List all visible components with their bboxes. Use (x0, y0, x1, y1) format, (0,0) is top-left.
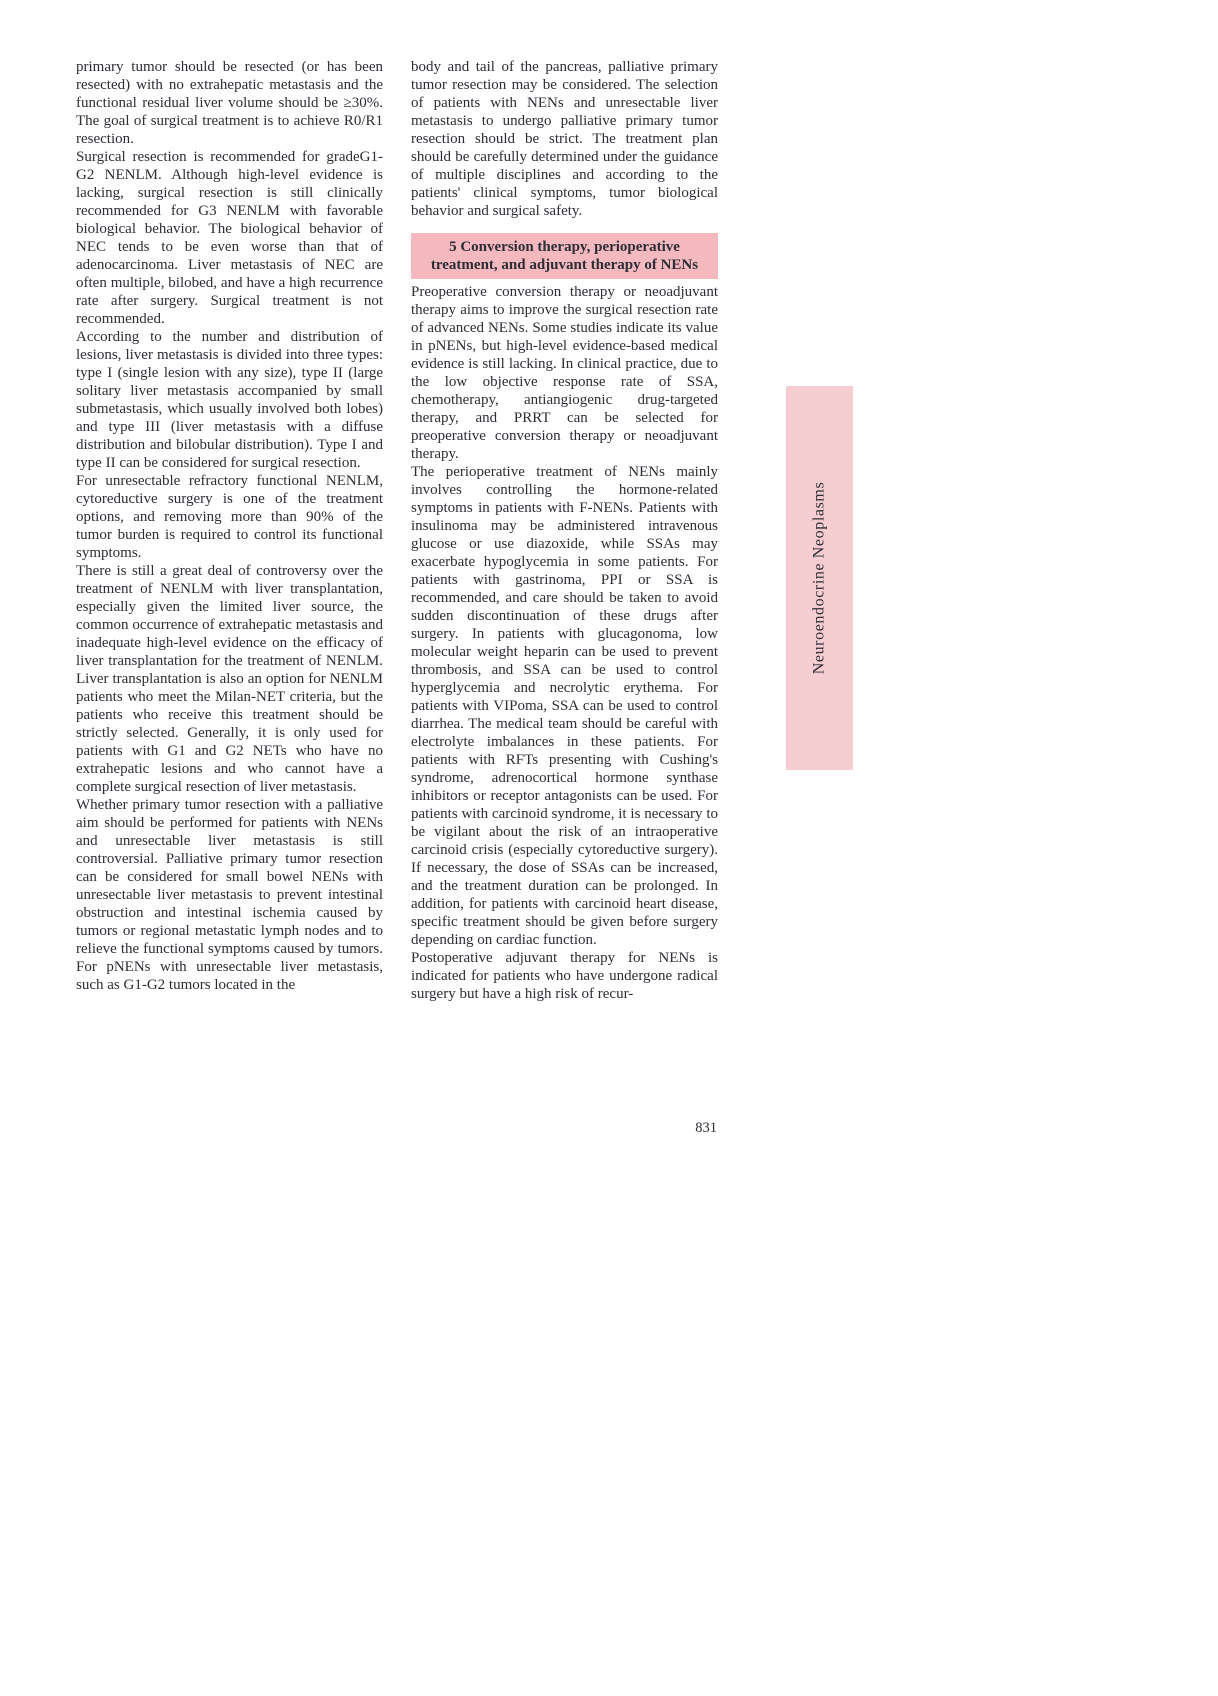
paragraph: Surgical resection is recommended for gradeG1-G2 NENLM. Although high-level evidence is lacking, surgical resection is still clinically recommended for G3 NENLM with favorable biological behavior. The biological behavior of NEC tends to be even worse than that of adenocarcinoma. Liver metastasis of NEC are often multiple, bilobed, and have a high recurrence rate after surgery. Surgical treatment is not recommended. (76, 149, 383, 327)
right-column (411, 58, 718, 1003)
paragraph: Whether primary tumor resection with a palliative aim should be performed for patients with NENs and unresectable liver metastasis is still controversial. Palliative primary tumor resection can be considered for small bowel NENs with unresectable liver metastasis to prevent intestinal obstruction and intestinal ischemia caused by tumors or regional metastatic lymph nodes and to relieve the functional symptoms caused by tumors. For pNENs with unresectable liver metastasis, such as G1-G2 tumors located in the (76, 797, 383, 993)
paragraph: Postoperative adjuvant therapy for NENs is indicated for patients who have undergone radical surgery but have a high risk of recur- (411, 950, 718, 1002)
page-number: 831 (695, 1120, 717, 1136)
paragraph: There is still a great deal of controversy over the treatment of NENLM with liver transplantation, especially given the limited liver source, the common occurrence of extrahepatic metastasis and inadequate high-level evidence on the efficacy of liver transplantation for the treatment of NENLM. Liver transplantation is also an option for NENLM patients who meet the Milan-NET criteria, but the patients who receive this treatment should be strictly selected. Generally, it is only used for patients with G1 and G2 NETs who have no extrahepatic lesions and who cannot have a complete surgical resection of liver metastasis. (76, 563, 383, 795)
paragraph: Preoperative conversion therapy or neoadjuvant therapy aims to improve the surgical resection rate of advanced NENs. Some studies indicate its value in pNENs, but high-level evidence-based medical evidence is still lacking. In clinical practice, due to the low objective response rate of SSA, chemotherapy, antiangiogenic drug-targeted therapy, and PRRT can be selected for preoperative conversion therapy or neoadjuvant therapy. (411, 284, 718, 462)
paragraph: body and tail of the pancreas, palliative primary tumor resection may be considered. The selection of patients with NENs and unresectable liver metastasis to undergo palliative primary tumor resection should be strict. The treatment plan should be carefully determined under the guidance of multiple disciplines and according to the patients' clinical symptoms, tumor biological behavior and surgical safety. (411, 59, 718, 219)
left-column (76, 58, 383, 994)
paragraph: For unresectable refractory functional NENLM, cytoreductive surgery is one of the treatment options, and removing more than 90% of the tumor burden is required to control its functional symptoms. (76, 473, 383, 561)
section-heading: 5 Conversion therapy, perioperative treatment, and adjuvant therapy of NENs (411, 233, 718, 279)
paragraph: primary tumor should be resected (or has been resected) with no extrahepatic metastasis and the functional residual liver volume should be ≥30%. The goal of surgical treatment is to achieve R0/R1 resection. (76, 59, 383, 147)
sidebar-tab (786, 386, 853, 770)
sidebar-tab-label: Neuroendocrine Neoplasms (810, 481, 828, 675)
paragraph: According to the number and distribution of lesions, liver metastasis is divided into three types: type I (single lesion with any size), type II (large solitary liver metastasis accompanied by small submetastasis, which usually involved both lobes) and type III (liver metastasis with a diffuse distribution and bilobular distribution). Type I and type II can be considered for surgical resection. (76, 329, 383, 471)
paragraph: The perioperative treatment of NENs mainly involves controlling the hormone-related symptoms in patients with F-NENs. Patients with insulinoma may be administered intravenous glucose or use diazoxide, while SSAs may exacerbate hypoglycemia in some patients. For patients with gastrinoma, PPI or SSA is recommended, and care should be taken to avoid sudden discontinuation of these drugs after surgery. In patients with glucagonoma, low molecular weight heparin can be used to prevent thrombosis, and SSA can be used to control hyperglycemia and necrolytic erythema. For patients with VIPoma, SSA can be used to control diarrhea. The medical team should be careful with electrolyte imbalances in these patients. For patients with RFTs presenting with Cushing's syndrome, adrenocortical hormone synthase inhibitors or receptor antagonists can be used. For patients with carcinoid syndrome, it is necessary to be vigilant about the risk of an intraoperative carcinoid crisis (especially cytoreductive surgery). If necessary, the dose of SSAs can be increased, and the treatment duration can be prolonged. In addition, for patients with carcinoid heart disease, specific treatment should be given before surgery depending on cardiac function. (411, 464, 718, 948)
